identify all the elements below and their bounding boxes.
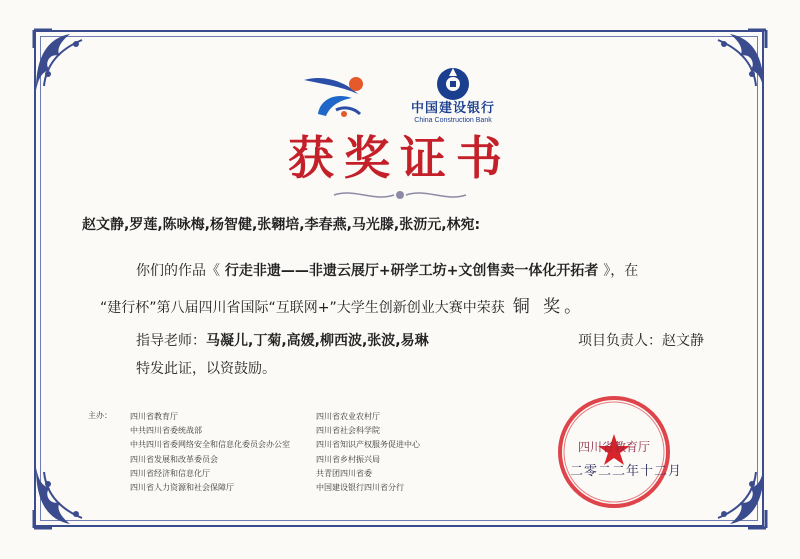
organizer-item: 四川省人力资源和社会保障厅 xyxy=(130,483,234,493)
certificate-title: 获奖证书 xyxy=(288,131,512,185)
leader-label: 项目负责人： xyxy=(578,333,662,349)
organizer-item: 中共四川省委统战部 xyxy=(130,426,202,436)
corner-ornament-top-left xyxy=(30,26,100,96)
organizers-label: 主办： xyxy=(88,411,112,420)
ccb-name-en: China Construction Bank xyxy=(414,117,492,124)
contest-logo xyxy=(300,70,372,120)
work-title: 行走非遗——非遗云展厅+研学工坊+文创售卖一体化开拓者 xyxy=(220,263,604,279)
award-level: 铜 奖。 xyxy=(512,297,586,317)
issue-date: 二零二二年十二月 xyxy=(570,464,683,479)
ccb-name-cn: 中国建设银行 xyxy=(410,101,495,116)
organizer-item: 四川省社会科学院 xyxy=(316,426,380,436)
advisors-line xyxy=(136,330,429,350)
project-leader xyxy=(578,330,704,350)
organizer-item: 四川省乡村振兴局 xyxy=(316,454,380,464)
competition-text: “建行杯”第八届四川省国际“互联网+”大学生创新创业大赛中荣获 xyxy=(100,300,505,316)
line1-prefix: 你们的作品《 xyxy=(136,263,220,279)
recipients-line: 赵文静,罗莲,陈咏梅,杨智健,张翱培,李春燕,马光滕,张沥元,林宛: xyxy=(82,217,481,233)
title-flourish xyxy=(330,186,470,204)
advisors-names: 马凝儿,丁菊,高媛,柳西波,张波,易琳 xyxy=(206,333,429,349)
ccb-logo-mark xyxy=(435,66,471,102)
organizers-left-column xyxy=(130,410,290,495)
seal-organization: 四川省教育厅 xyxy=(578,440,651,454)
organizer-item: 共青团四川省委 xyxy=(316,468,372,478)
closing-line: 特发此证，以资鼓励。 xyxy=(136,361,276,377)
organizer-item: 四川省经济和信息化厅 xyxy=(130,468,210,478)
advisors-label: 指导老师： xyxy=(136,333,206,349)
corner-ornament-bottom-left xyxy=(30,462,100,532)
award-text-line-2 xyxy=(100,292,585,317)
organizer-item: 四川省发展和改革委员会 xyxy=(130,454,218,464)
organizer-item: 中共四川省委网络安全和信息化委员会办公室 xyxy=(130,440,290,450)
leader-name: 赵文静 xyxy=(662,333,704,349)
line1-suffix: 》，在 xyxy=(603,263,639,279)
corner-ornament-bottom-right xyxy=(700,462,770,532)
organizer-item: 四川省农业农村厅 xyxy=(316,412,380,421)
organizer-item: 四川省教育厅 xyxy=(130,412,178,421)
organizer-item: 四川省知识产权服务促进中心 xyxy=(316,440,420,450)
ccb-logo xyxy=(398,66,508,126)
organizers-right-column xyxy=(316,410,420,495)
organizer-item: 中国建设银行四川省分行 xyxy=(316,483,404,493)
award-text-line-1 xyxy=(136,260,638,280)
corner-ornament-top-right xyxy=(700,26,770,96)
